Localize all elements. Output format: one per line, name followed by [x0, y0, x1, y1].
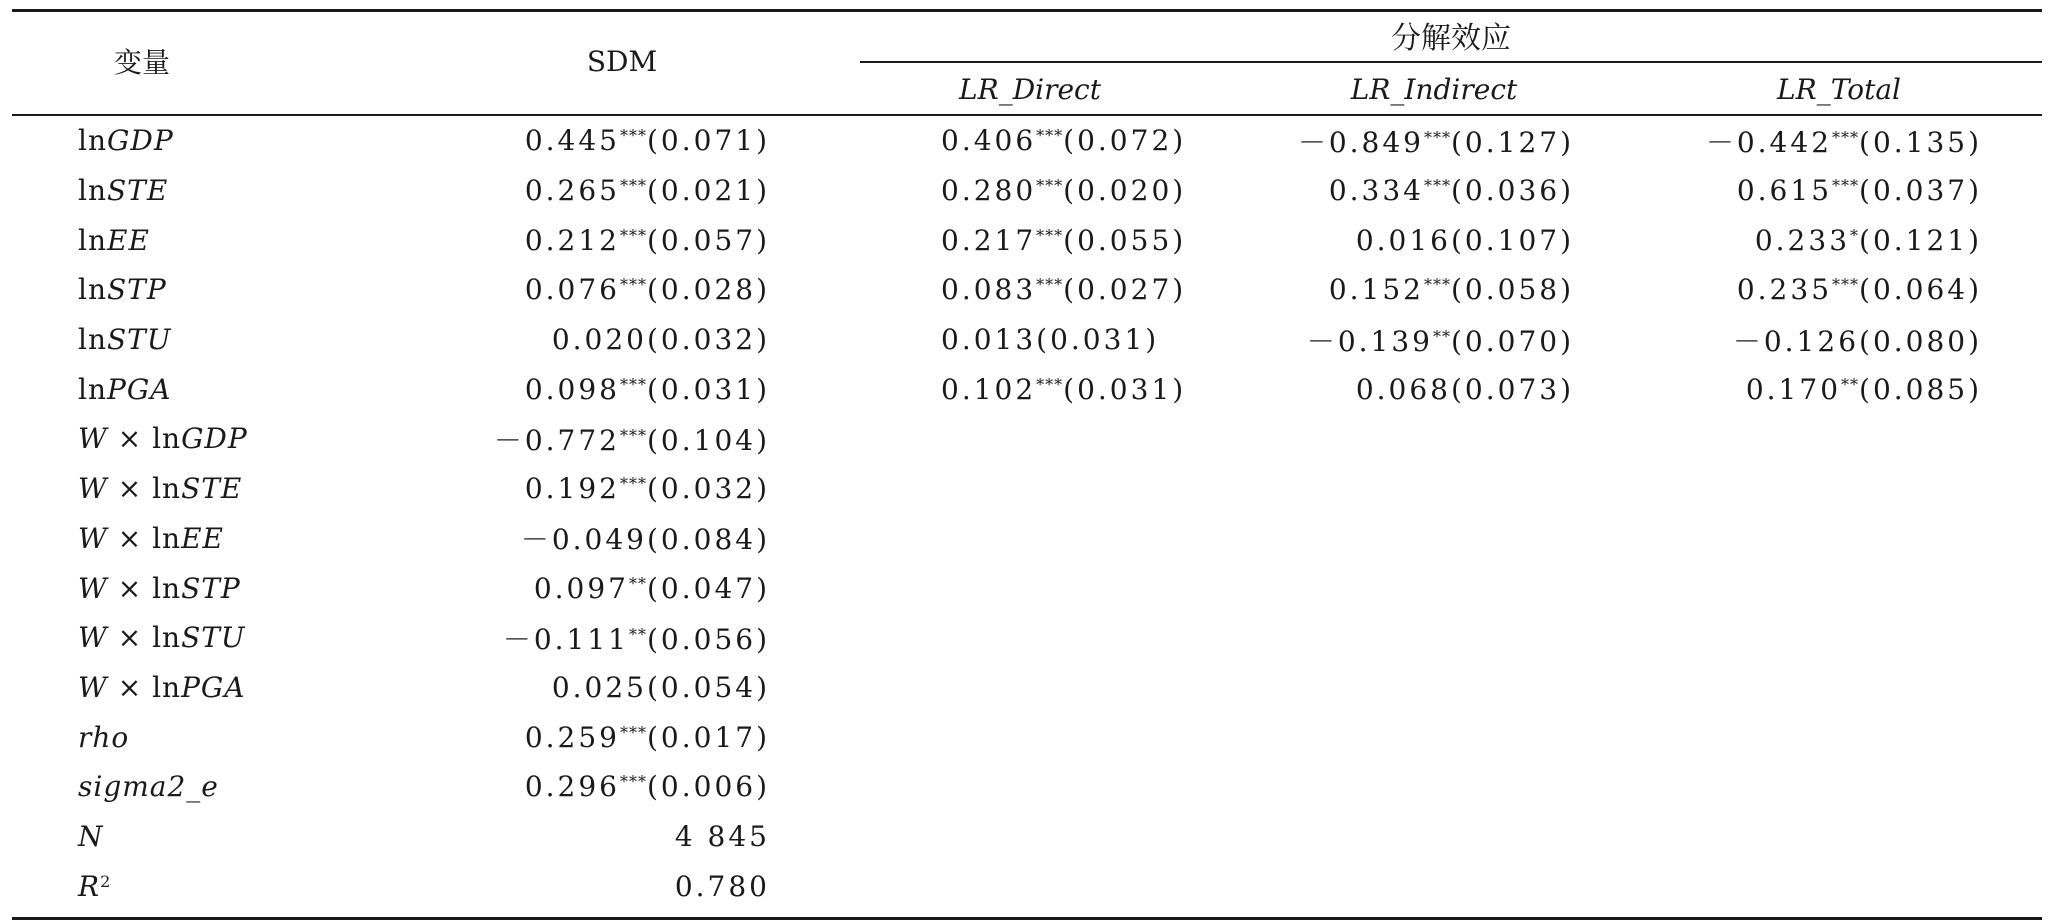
indirect-cell [1232, 364, 1636, 414]
variable-name: STE [107, 174, 169, 208]
log-prefix: ln [152, 670, 182, 704]
sdm-cell [416, 364, 828, 414]
times-symbol: × [117, 472, 143, 506]
total-significance: ** [1841, 374, 1860, 394]
total-cell [1636, 712, 2042, 762]
direct-standard-error: (0.072) [1063, 124, 1187, 158]
indirect-standard-error: (0.058) [1450, 273, 1574, 307]
sdm-standard-error: (0.084) [646, 523, 770, 557]
direct-cell [828, 812, 1232, 862]
total-significance: * [1850, 225, 1860, 245]
sdm-coefficient: 0.097 [533, 571, 629, 605]
indirect-cell [1232, 115, 1636, 166]
sdm-coefficient: 0.020 [551, 323, 647, 357]
direct-cell [828, 563, 1232, 613]
indirect-coefficient: 0.068 [1355, 372, 1451, 406]
sdm-significance: *** [619, 474, 647, 494]
sdm-standard-error: (0.071) [646, 124, 770, 158]
weight-symbol: W [78, 422, 108, 456]
table-row [12, 464, 2042, 514]
indirect-standard-error: (0.107) [1450, 223, 1574, 257]
total-coefficient: 0.615 [1736, 174, 1833, 208]
sdm-coefficient: 0.259 [524, 720, 620, 754]
direct-cell [828, 762, 1232, 812]
sdm-cell [416, 315, 828, 365]
log-prefix: ln [152, 422, 182, 456]
header-variable: 变量 [12, 11, 416, 116]
sdm-coefficient: 0.212 [524, 223, 620, 257]
sdm-cell [416, 712, 828, 762]
total-standard-error: (0.121) [1859, 223, 1983, 257]
indirect-standard-error: (0.127) [1450, 125, 1574, 159]
sdm-standard-error: (0.032) [646, 323, 770, 357]
total-cell [1636, 613, 2042, 663]
indirect-cell [1232, 762, 1636, 812]
variable-name-cell [12, 166, 416, 216]
direct-cell [828, 115, 1232, 166]
sdm-coefficient: 0.780 [674, 869, 770, 903]
superscript: 2 [100, 871, 112, 891]
table-row [12, 265, 2042, 315]
variable-name-cell [12, 414, 416, 464]
indirect-standard-error: (0.070) [1450, 324, 1574, 358]
variable-name: GDP [181, 422, 248, 456]
direct-standard-error: (0.020) [1063, 174, 1187, 208]
direct-cell [828, 613, 1232, 663]
variable-name-cell [12, 115, 416, 166]
weight-symbol: W [78, 571, 108, 605]
variable-name-cell [12, 563, 416, 613]
direct-cell [828, 663, 1232, 713]
log-prefix: ln [78, 273, 107, 307]
sdm-coefficient: 4 845 [674, 819, 770, 853]
header-decomposition-label: 分解效应 [860, 13, 2042, 63]
direct-cell [828, 414, 1232, 464]
sdm-standard-error: (0.006) [646, 770, 770, 804]
log-prefix: ln [152, 621, 182, 655]
total-cell [1636, 166, 2042, 216]
indirect-cell [1232, 265, 1636, 315]
header-lr-total: LR_Total [1636, 64, 2042, 115]
sdm-cell [416, 514, 828, 564]
sdm-coefficient: 0.265 [524, 174, 620, 208]
table-row [12, 762, 2042, 812]
sdm-coefficient: 0.445 [524, 124, 620, 158]
indirect-significance: *** [1423, 127, 1451, 147]
total-cell [1636, 464, 2042, 514]
direct-coefficient: 0.102 [941, 372, 1037, 406]
total-standard-error: (0.037) [1859, 174, 1983, 208]
sdm-coefficient: －0.772 [493, 423, 620, 457]
variable-name: STE [181, 472, 243, 506]
sdm-significance: *** [619, 275, 647, 295]
indirect-cell [1232, 861, 1636, 918]
sdm-significance: *** [619, 772, 647, 792]
sdm-cell [416, 812, 828, 862]
direct-significance: *** [1036, 225, 1064, 245]
indirect-coefficient: 0.152 [1328, 273, 1424, 307]
sdm-significance: *** [619, 126, 647, 146]
total-standard-error: (0.080) [1859, 324, 1983, 358]
direct-cell [828, 215, 1232, 265]
variable-name-cell [12, 464, 416, 514]
direct-coefficient: 0.217 [941, 223, 1037, 257]
indirect-cell [1232, 563, 1636, 613]
total-coefficient: 0.235 [1736, 273, 1833, 307]
total-coefficient: －0.442 [1705, 125, 1833, 159]
weight-symbol: W [78, 472, 108, 506]
total-cell [1636, 762, 2042, 812]
total-cell [1636, 663, 2042, 713]
direct-cell [828, 364, 1232, 414]
sdm-standard-error: (0.104) [646, 423, 770, 457]
table-row [12, 861, 2042, 918]
sdm-cell [416, 265, 828, 315]
log-prefix: ln [78, 124, 107, 158]
total-standard-error: (0.085) [1859, 372, 1983, 406]
header-sdm: SDM [416, 11, 828, 116]
log-prefix: ln [78, 372, 107, 406]
total-cell [1636, 364, 2042, 414]
variable-name-cell [12, 315, 416, 365]
variable-name: EE [181, 521, 224, 555]
sdm-significance: *** [619, 374, 647, 394]
sdm-cell [416, 166, 828, 216]
table-row [12, 364, 2042, 414]
variable-name: STP [107, 273, 167, 307]
sdm-standard-error: (0.021) [646, 174, 770, 208]
table-row [12, 563, 2042, 613]
sdm-cell [416, 215, 828, 265]
weight-symbol: W [78, 521, 108, 555]
weight-symbol: W [78, 670, 108, 704]
direct-cell [828, 166, 1232, 216]
sdm-significance: *** [619, 176, 647, 196]
indirect-cell [1232, 514, 1636, 564]
indirect-cell [1232, 712, 1636, 762]
sdm-coefficient: －0.049 [520, 523, 647, 557]
indirect-cell [1232, 464, 1636, 514]
weight-symbol: W [78, 621, 108, 655]
total-cell [1636, 812, 2042, 862]
regression-table [12, 9, 2042, 920]
sdm-standard-error: (0.054) [646, 670, 770, 704]
times-symbol: × [117, 521, 143, 555]
indirect-standard-error: (0.073) [1450, 372, 1574, 406]
direct-coefficient: 0.280 [941, 174, 1037, 208]
variable-name: STU [107, 323, 172, 357]
sdm-cell [416, 663, 828, 713]
indirect-cell [1232, 812, 1636, 862]
variable-name-cell [12, 514, 416, 564]
variable-name: N [78, 819, 104, 853]
direct-significance: *** [1036, 176, 1064, 196]
direct-cell [828, 315, 1232, 365]
sdm-standard-error: (0.057) [646, 223, 770, 257]
sdm-significance: *** [619, 225, 647, 245]
direct-significance: *** [1036, 275, 1064, 295]
sdm-standard-error: (0.056) [646, 622, 770, 656]
variable-name-cell [12, 613, 416, 663]
variable-name: sigma2_e [78, 770, 219, 804]
total-coefficient: 0.233 [1754, 223, 1851, 257]
indirect-coefficient: 0.016 [1355, 223, 1451, 257]
total-cell [1636, 115, 2042, 166]
total-significance: *** [1832, 176, 1860, 196]
direct-cell [828, 464, 1232, 514]
sdm-standard-error: (0.032) [646, 472, 770, 506]
table-row [12, 315, 2042, 365]
table-row [12, 514, 2042, 564]
table-row [12, 215, 2042, 265]
total-standard-error: (0.135) [1859, 125, 1983, 159]
variable-name-cell [12, 663, 416, 713]
variable-name-cell [12, 712, 416, 762]
sdm-significance: *** [619, 722, 647, 742]
direct-cell [828, 861, 1232, 918]
sdm-coefficient: －0.111 [502, 622, 629, 656]
table-row [12, 115, 2042, 166]
table-body [12, 115, 2042, 919]
table-row [12, 613, 2042, 663]
variable-name: STP [181, 571, 241, 605]
header-decomposition-group [828, 11, 2042, 65]
variable-name: R [78, 869, 101, 903]
total-cell [1636, 861, 2042, 918]
sdm-standard-error: (0.017) [646, 720, 770, 754]
variable-name: PGA [181, 670, 246, 704]
indirect-cell [1232, 663, 1636, 713]
indirect-cell [1232, 613, 1636, 663]
variable-name: STU [181, 621, 246, 655]
total-cell [1636, 563, 2042, 613]
times-symbol: × [117, 422, 143, 456]
variable-name-cell [12, 861, 416, 918]
table-row [12, 812, 2042, 862]
table-row [12, 414, 2042, 464]
total-cell [1636, 215, 2042, 265]
sdm-cell [416, 861, 828, 918]
sdm-cell [416, 414, 828, 464]
sdm-cell [416, 464, 828, 514]
sdm-coefficient: 0.076 [524, 273, 620, 307]
total-significance: *** [1832, 127, 1860, 147]
table-row [12, 166, 2042, 216]
log-prefix: ln [152, 472, 182, 506]
variable-name: PGA [107, 372, 172, 406]
variable-name: EE [107, 223, 150, 257]
sdm-coefficient: 0.296 [524, 770, 620, 804]
log-prefix: ln [78, 223, 107, 257]
indirect-standard-error: (0.036) [1450, 174, 1574, 208]
sdm-standard-error: (0.028) [646, 273, 770, 307]
log-prefix: ln [78, 174, 107, 208]
sdm-standard-error: (0.047) [646, 571, 770, 605]
direct-standard-error: (0.027) [1063, 273, 1187, 307]
variable-name-cell [12, 762, 416, 812]
total-coefficient: 0.170 [1745, 372, 1842, 406]
variable-name-cell [12, 812, 416, 862]
total-cell [1636, 265, 2042, 315]
direct-cell [828, 514, 1232, 564]
direct-standard-error: (0.055) [1063, 223, 1187, 257]
direct-cell [828, 712, 1232, 762]
direct-standard-error: (0.031) [1063, 372, 1187, 406]
indirect-significance: *** [1423, 275, 1451, 295]
direct-coefficient: 0.083 [941, 273, 1037, 307]
total-coefficient: －0.126 [1732, 324, 1860, 358]
indirect-coefficient: －0.849 [1297, 125, 1424, 159]
log-prefix: ln [78, 323, 107, 357]
variable-name-cell [12, 364, 416, 414]
direct-coefficient: 0.406 [941, 124, 1037, 158]
log-prefix: ln [152, 571, 182, 605]
sdm-significance: ** [628, 624, 647, 644]
direct-significance: *** [1036, 374, 1064, 394]
variable-name-cell [12, 215, 416, 265]
sdm-cell [416, 613, 828, 663]
sdm-cell [416, 115, 828, 166]
header-lr-direct: LR_Direct [828, 64, 1232, 115]
sdm-standard-error: (0.031) [646, 372, 770, 406]
direct-coefficient: 0.013 [941, 323, 1037, 357]
sdm-significance: ** [628, 573, 647, 593]
variable-name-cell [12, 265, 416, 315]
total-standard-error: (0.064) [1859, 273, 1983, 307]
variable-name: GDP [107, 124, 174, 158]
indirect-cell [1232, 215, 1636, 265]
direct-cell [828, 265, 1232, 315]
direct-significance: *** [1036, 126, 1064, 146]
total-cell [1636, 514, 2042, 564]
direct-standard-error: (0.031) [1036, 323, 1160, 357]
times-symbol: × [117, 571, 143, 605]
times-symbol: × [117, 670, 143, 704]
total-cell [1636, 315, 2042, 365]
sdm-cell [416, 563, 828, 613]
sdm-coefficient: 0.192 [524, 472, 620, 506]
variable-name: rho [78, 720, 130, 754]
indirect-coefficient: 0.334 [1328, 174, 1424, 208]
header-lr-indirect: LR_Indirect [1232, 64, 1636, 115]
sdm-significance: *** [619, 425, 647, 445]
table-row [12, 712, 2042, 762]
total-significance: *** [1832, 275, 1860, 295]
indirect-significance: *** [1423, 176, 1451, 196]
log-prefix: ln [152, 521, 182, 555]
total-cell [1636, 414, 2042, 464]
sdm-cell [416, 762, 828, 812]
indirect-coefficient: －0.139 [1306, 324, 1433, 358]
indirect-significance: ** [1432, 326, 1451, 346]
times-symbol: × [117, 621, 143, 655]
sdm-coefficient: 0.025 [551, 670, 647, 704]
sdm-coefficient: 0.098 [524, 372, 620, 406]
indirect-cell [1232, 315, 1636, 365]
indirect-cell [1232, 166, 1636, 216]
indirect-cell [1232, 414, 1636, 464]
table-row [12, 663, 2042, 713]
